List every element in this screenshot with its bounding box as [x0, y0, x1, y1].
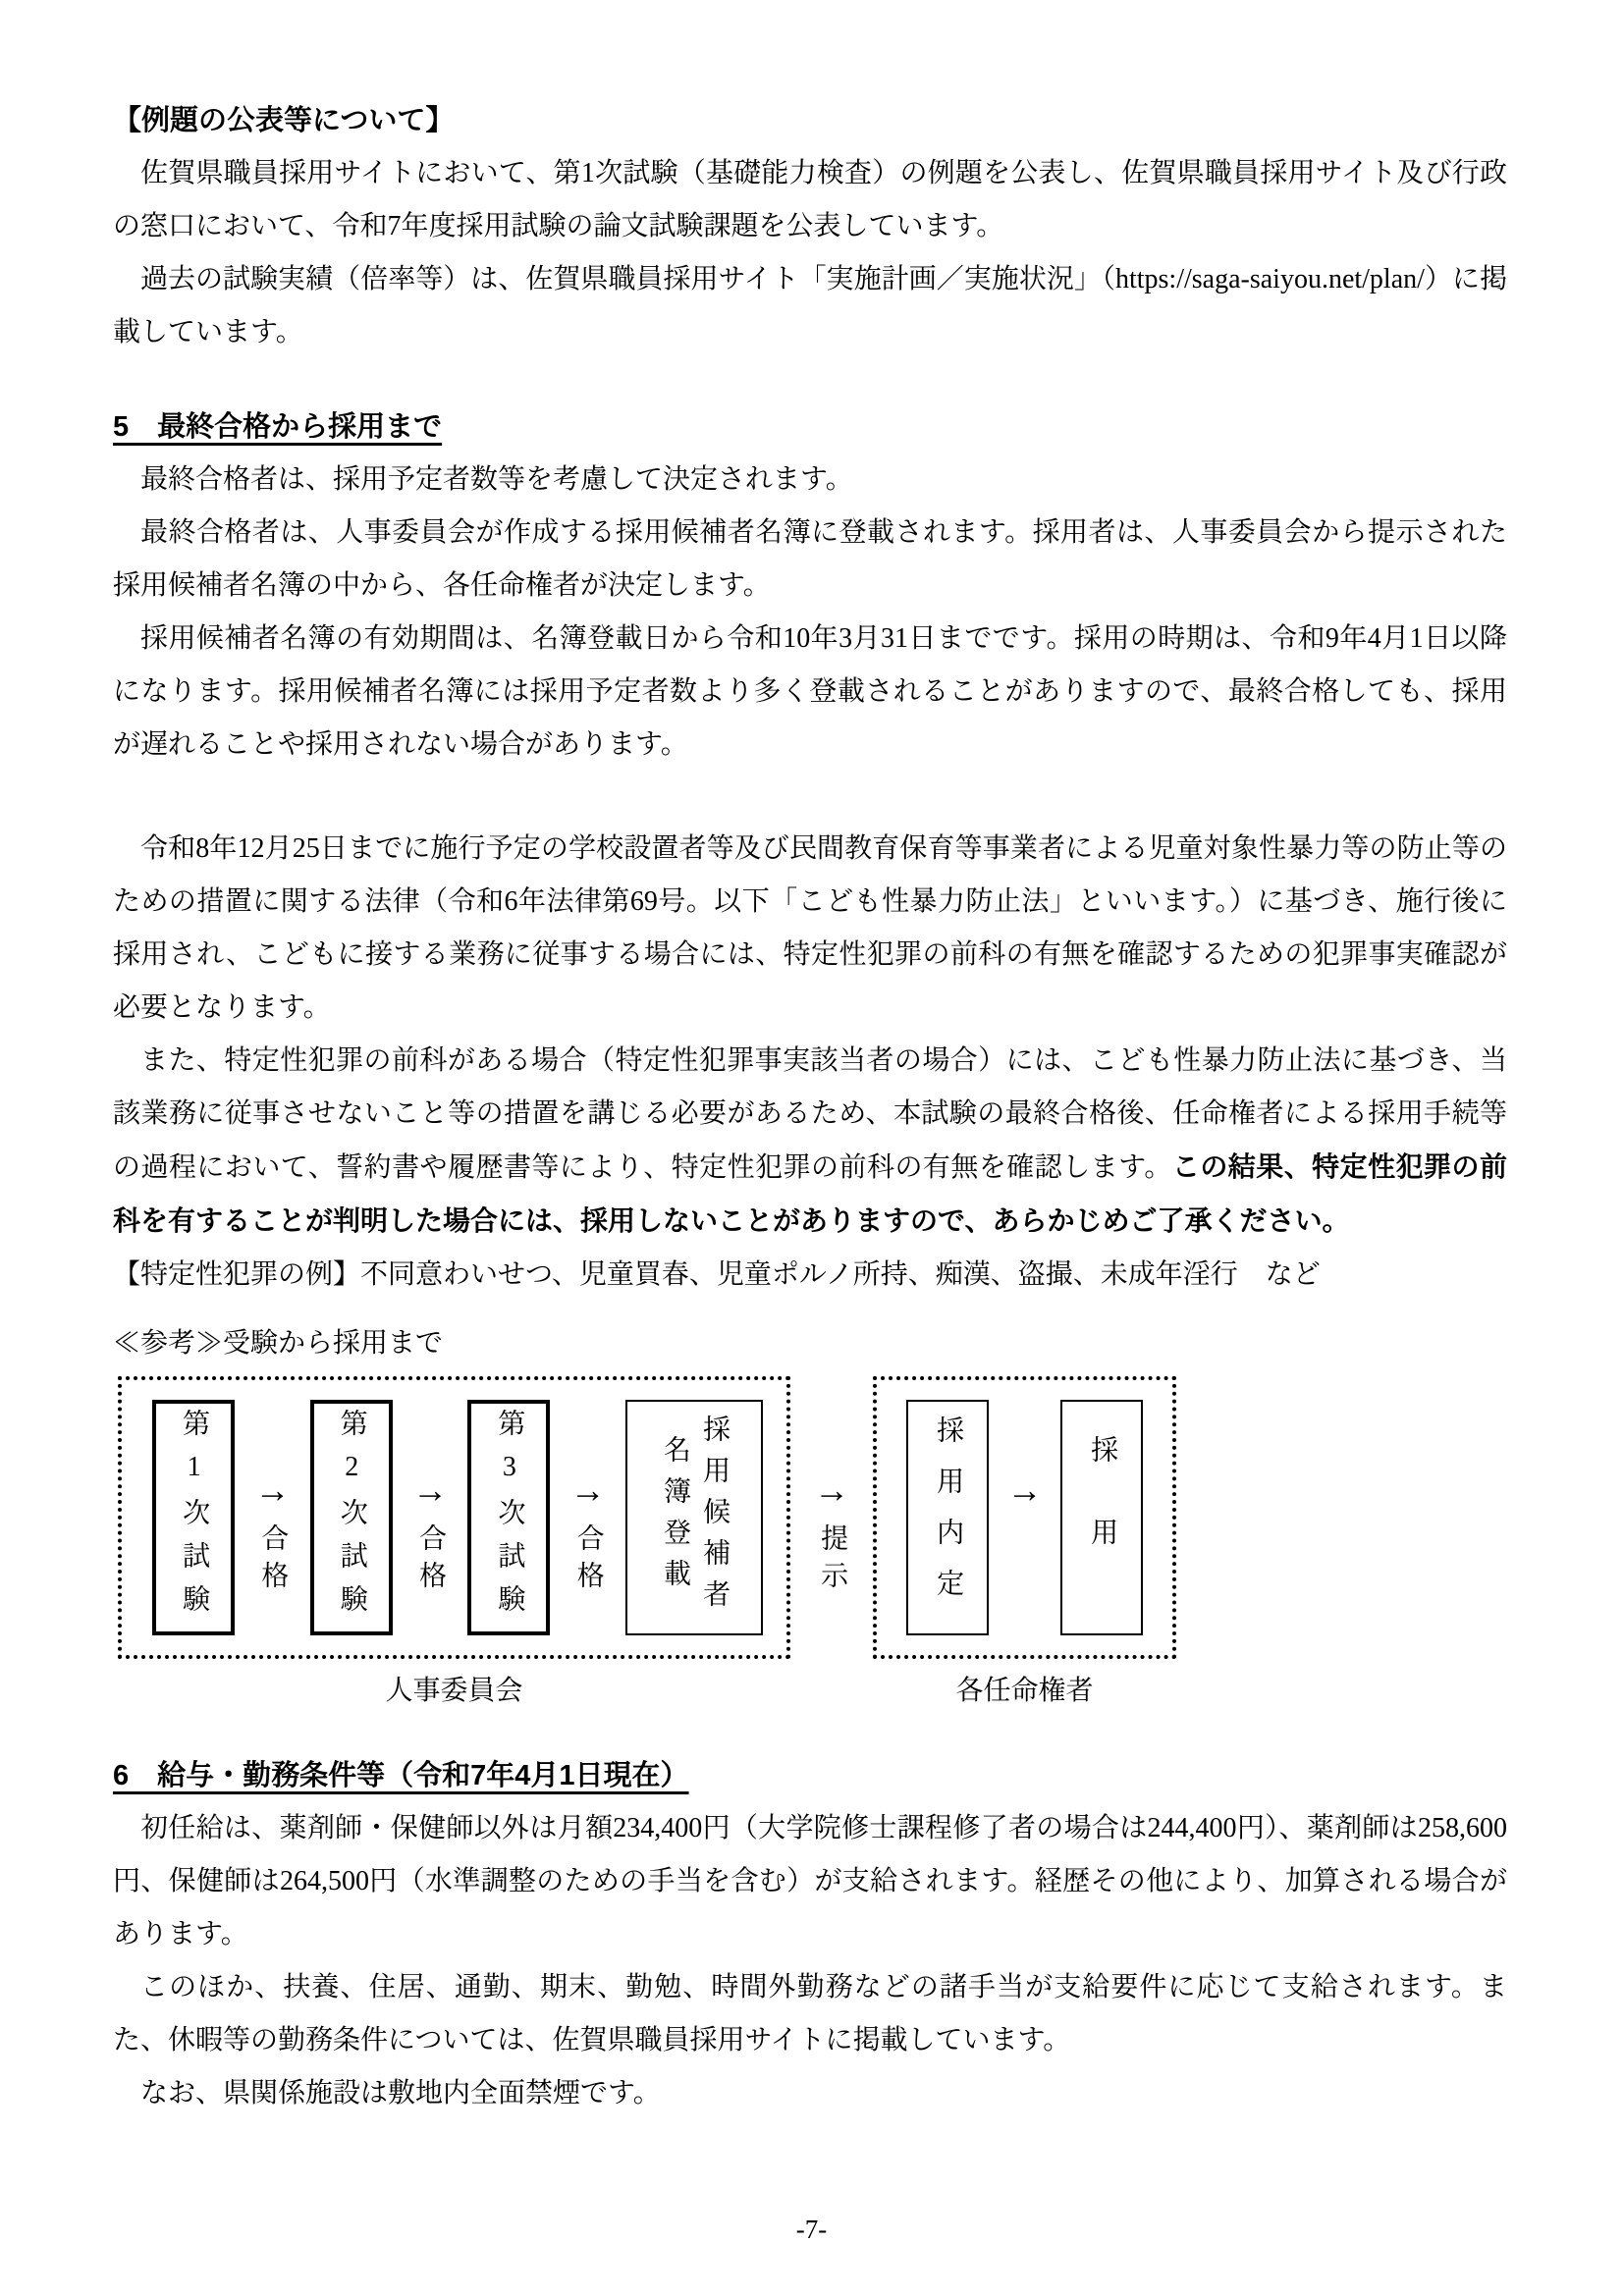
flow-step-candidate-roster: [625, 1400, 763, 1635]
section-5-paragraph-5-normal: また、特定性犯罪の前科がある場合（特定性犯罪事実該当者の場合）には、こども性暴力防止法に基づき、当該業務に従事させないこと等の措置を講じる必要があるため、本試験の最終合格後、任命権者による採用手続等の過程において、誓約書や履歴書等により、特定性犯罪の前科の有無を確認します。: [113, 1045, 1507, 1183]
flow-step-first-exam: [152, 1400, 235, 1635]
flow-step-job-offer: [906, 1400, 989, 1635]
section-5-paragraph-5: [113, 1035, 1507, 1249]
personnel-committee-label: 人事委員会: [385, 1676, 523, 1706]
page-number: -7-: [795, 2215, 828, 2244]
section-5-heading: [113, 400, 1507, 454]
roster-label-left: 名簿登載: [659, 1435, 690, 1600]
section-6-paragraph-3: なお、県関係施設は敷地内全面禁煙です。: [140, 2078, 661, 2109]
flow-step-third-exam: [467, 1400, 550, 1635]
pass-arrow-3: [561, 1400, 616, 1635]
section-6-paragraph-1: 初任給は、薬剤師・保健師以外は月額234,400円（大学院修士課程修了者の場合は244,400円）、薬剤師は258,600円、保健師は264,500円（水準調整のための手当を含む）が支給されます。経歴その他により、加算される場合があります。: [113, 1813, 1507, 1949]
appointing-authority-container: [873, 1376, 1176, 1659]
first-exam-label: 第1次試験: [179, 1408, 210, 1628]
appointing-authority-group: [873, 1376, 1176, 1708]
example-publication-paragraph-2: 過去の試験実績（倍率等）は、佐賀県職員採用サイト「実施計画／実施状況」（https://saga-saiyou.net/plan/）に掲載しています。: [113, 264, 1507, 347]
right-arrow-icon: →: [411, 1470, 448, 1510]
section-6: [113, 1749, 1507, 2120]
flow-diagram-caption: ≪参考≫受験から採用まで: [113, 1328, 444, 1359]
second-exam-label: 第2次試験: [336, 1408, 367, 1628]
pass-label-1: 合格: [257, 1523, 289, 1598]
flow-step-second-exam: [310, 1400, 393, 1635]
personnel-committee-group: [118, 1376, 790, 1708]
employment-label: 採用: [1087, 1435, 1118, 1600]
pass-arrow-1: [244, 1400, 299, 1635]
presentation-arrow: [790, 1376, 873, 1659]
section-5-heading-text: 5 最終合格から採用まで: [113, 411, 443, 443]
example-publication-heading: 【例題の公表等について】: [113, 105, 455, 136]
job-offer-label: 採用内定: [933, 1415, 964, 1620]
pass-label-3: 合格: [572, 1523, 604, 1598]
section-6-heading: [113, 1749, 1507, 1802]
recruitment-flow-diagram: [118, 1376, 1507, 1708]
specified-crime-examples-line: 【特定性犯罪の例】不同意わいせつ、児童買春、児童ポルノ所持、痴漢、盗撮、未成年淫行 など: [113, 1259, 1321, 1290]
pass-arrow-2: [403, 1400, 458, 1635]
section-5-paragraph-1: 最終合格者は、採用予定者数等を考慮して決定されます。: [140, 464, 853, 495]
right-arrow-icon: →: [254, 1470, 291, 1510]
section-6-paragraph-2: このほか、扶養、住居、通勤、期末、勤勉、時間外勤務などの諸手当が支給要件に応じて支給されます。また、休暇等の勤務条件については、佐賀県職員採用サイトに掲載しています。: [113, 1972, 1507, 2056]
section-5-paragraph-5-bold-warning: この結果、特定性犯罪の前科を有することが判明した場合には、採用しないことがありますので、あらかじめご了承ください。: [113, 1151, 1507, 1236]
right-arrow-icon: →: [1006, 1470, 1043, 1510]
appointing-authority-label: 各任命権者: [955, 1676, 1094, 1706]
roster-label-right: 採用候補者: [699, 1415, 730, 1621]
presentation-label: 提示: [817, 1523, 848, 1598]
section-5-paragraph-2: 最終合格者は、人事委員会が作成する採用候補者名簿に登載されます。採用者は、人事委員会から提示された採用候補者名簿の中から、各任命権者が決定します。: [113, 517, 1507, 601]
personnel-committee-container: [118, 1376, 790, 1659]
section-6-heading-text: 6 給与・勤務条件等（令和7年4月1日現在）: [113, 1760, 689, 1791]
right-arrow-icon: →: [814, 1470, 849, 1510]
third-exam-label: 第3次試験: [494, 1408, 525, 1628]
flow-step-employment: [1060, 1400, 1143, 1635]
section-5-paragraph-4: 令和8年12月25日までに施行予定の学校設置者等及び民間教育保育等事業者による児童対象性暴力等の防止等のための措置に関する法律（令和6年法律第69号。以下「こども性暴力防止法」といいます。）に基づき、施行後に採用され、こどもに接する業務に従事する場合には、特定性犯罪の前科の有無を確認するための犯罪事実確認が必要となります。: [113, 833, 1507, 1023]
example-publication-paragraph-1: 佐賀県職員採用サイトにおいて、第1次試験（基礎能力検査）の例題を公表し、佐賀県職員採用サイト及び行政の窓口において、令和7年度採用試験の論文試験課題を公表しています。: [113, 158, 1507, 241]
pass-label-2: 合格: [415, 1523, 447, 1598]
hire-arrow: [998, 1400, 1053, 1635]
right-arrow-icon: →: [569, 1470, 606, 1510]
section-5-paragraph-3: 採用候補者名簿の有効期間は、名簿登載日から令和10年3月31日までです。採用の時期は、令和9年4月1日以降になります。採用候補者名簿には採用予定者数より多く登載されることがありますので、最終合格しても、採用が遅れることや採用されない場合があります。: [113, 623, 1508, 760]
